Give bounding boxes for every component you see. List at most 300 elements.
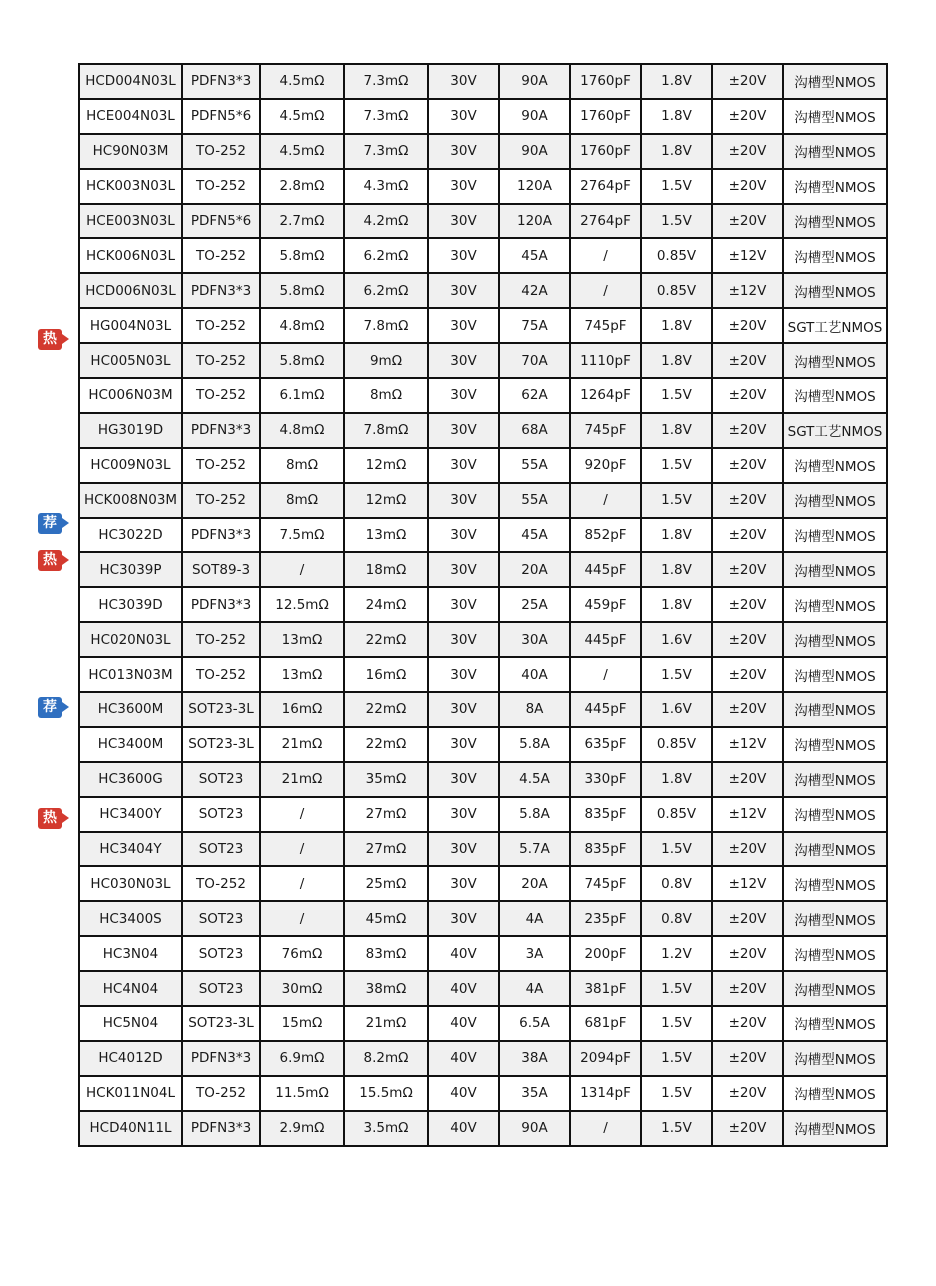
- cell-ciss: 1314pF: [570, 1076, 641, 1111]
- cell-vgs: ±20V: [712, 204, 783, 239]
- tag-slot: [36, 137, 72, 174]
- cell-vth: 1.6V: [641, 622, 712, 657]
- cell-rds-on-4v5: 7.8mΩ: [344, 308, 428, 343]
- cell-rds-on-10v: 2.9mΩ: [260, 1111, 344, 1146]
- cell-package: PDFN3*3: [182, 64, 260, 99]
- cell-type: 沟槽型NMOS: [783, 1006, 887, 1041]
- cell-rds-on-10v: 5.8mΩ: [260, 273, 344, 308]
- cell-ciss: 381pF: [570, 971, 641, 1006]
- cell-rds-on-4v5: 7.3mΩ: [344, 134, 428, 169]
- cell-vds: 30V: [428, 448, 499, 483]
- cell-vth: 1.5V: [641, 971, 712, 1006]
- table-row: [79, 901, 887, 936]
- cell-package: PDFN3*3: [182, 413, 260, 448]
- cell-package: SOT23: [182, 936, 260, 971]
- cell-vth: 1.5V: [641, 1076, 712, 1111]
- cell-vgs: ±20V: [712, 518, 783, 553]
- cell-rds-on-10v: 21mΩ: [260, 762, 344, 797]
- cell-rds-on-10v: 8mΩ: [260, 483, 344, 518]
- cell-vds: 30V: [428, 273, 499, 308]
- cell-vth: 0.8V: [641, 866, 712, 901]
- cell-vgs: ±20V: [712, 622, 783, 657]
- cell-rds-on-4v5: 27mΩ: [344, 797, 428, 832]
- table-row: [79, 413, 887, 448]
- cell-package: PDFN3*3: [182, 273, 260, 308]
- cell-vth: 1.5V: [641, 204, 712, 239]
- cell-vgs: ±20V: [712, 936, 783, 971]
- cell-vth: 1.5V: [641, 657, 712, 692]
- cell-type: 沟槽型NMOS: [783, 238, 887, 273]
- cell-rds-on-10v: 11.5mΩ: [260, 1076, 344, 1111]
- cell-rds-on-10v: 2.8mΩ: [260, 169, 344, 204]
- cell-ciss: 635pF: [570, 727, 641, 762]
- tag-slot: [36, 321, 72, 358]
- cell-vgs: ±20V: [712, 343, 783, 378]
- cell-id: 90A: [499, 134, 570, 169]
- table-row: [79, 273, 887, 308]
- cell-vth: 1.8V: [641, 134, 712, 169]
- tag-slot: [36, 63, 72, 100]
- cell-vds: 30V: [428, 587, 499, 622]
- cell-type: 沟槽型NMOS: [783, 448, 887, 483]
- cell-rds-on-4v5: 16mΩ: [344, 657, 428, 692]
- table-row: [79, 64, 887, 99]
- cell-part-number: HG004N03L: [79, 308, 182, 343]
- cell-package: TO-252: [182, 343, 260, 378]
- cell-id: 62A: [499, 378, 570, 413]
- cell-package: SOT23: [182, 797, 260, 832]
- cell-part-number: HC3404Y: [79, 832, 182, 867]
- table-row: [79, 622, 887, 657]
- cell-id: 5.8A: [499, 797, 570, 832]
- tag-slot: [36, 616, 72, 653]
- cell-vds: 30V: [428, 692, 499, 727]
- cell-id: 90A: [499, 64, 570, 99]
- cell-ciss: /: [570, 483, 641, 518]
- cell-rds-on-4v5: 24mΩ: [344, 587, 428, 622]
- cell-package: TO-252: [182, 169, 260, 204]
- cell-part-number: HC020N03L: [79, 622, 182, 657]
- tag-slot: [36, 800, 72, 837]
- cell-package: SOT23: [182, 762, 260, 797]
- cell-part-number: HC3400Y: [79, 797, 182, 832]
- table-row: [79, 204, 887, 239]
- cell-vgs: ±20V: [712, 587, 783, 622]
- tag-slot: [36, 431, 72, 468]
- cell-vgs: ±20V: [712, 413, 783, 448]
- cell-vgs: ±20V: [712, 1041, 783, 1076]
- cell-vds: 30V: [428, 343, 499, 378]
- cell-part-number: HC005N03L: [79, 343, 182, 378]
- cell-vth: 1.8V: [641, 587, 712, 622]
- cell-ciss: 920pF: [570, 448, 641, 483]
- cell-vds: 30V: [428, 622, 499, 657]
- cell-vds: 30V: [428, 657, 499, 692]
- cell-ciss: /: [570, 657, 641, 692]
- cell-vds: 30V: [428, 762, 499, 797]
- cell-rds-on-4v5: 4.3mΩ: [344, 169, 428, 204]
- cell-id: 40A: [499, 657, 570, 692]
- cell-id: 20A: [499, 552, 570, 587]
- cell-vgs: ±20V: [712, 134, 783, 169]
- cell-rds-on-4v5: 21mΩ: [344, 1006, 428, 1041]
- table-row: [79, 587, 887, 622]
- cell-part-number: HCD40N11L: [79, 1111, 182, 1146]
- cell-vgs: ±20V: [712, 99, 783, 134]
- table-row: [79, 1111, 887, 1146]
- cell-rds-on-4v5: 35mΩ: [344, 762, 428, 797]
- cell-part-number: HC030N03L: [79, 866, 182, 901]
- table-row: [79, 99, 887, 134]
- cell-type: 沟槽型NMOS: [783, 971, 887, 1006]
- cell-package: TO-252: [182, 448, 260, 483]
- tag-slot: [36, 1021, 72, 1058]
- cell-vgs: ±12V: [712, 238, 783, 273]
- cell-part-number: HCE004N03L: [79, 99, 182, 134]
- cell-type: 沟槽型NMOS: [783, 518, 887, 553]
- cell-rds-on-10v: 13mΩ: [260, 622, 344, 657]
- cell-ciss: 852pF: [570, 518, 641, 553]
- cell-id: 45A: [499, 238, 570, 273]
- cell-vgs: ±20V: [712, 692, 783, 727]
- cell-part-number: HCK003N03L: [79, 169, 182, 204]
- cell-package: SOT23: [182, 901, 260, 936]
- cell-type: 沟槽型NMOS: [783, 797, 887, 832]
- cell-rds-on-10v: /: [260, 552, 344, 587]
- cell-id: 4.5A: [499, 762, 570, 797]
- cell-vth: 1.8V: [641, 518, 712, 553]
- cell-vgs: ±20V: [712, 169, 783, 204]
- table-row: [79, 866, 887, 901]
- cell-vds: 30V: [428, 99, 499, 134]
- tag-slot: [36, 210, 72, 247]
- cell-vgs: ±20V: [712, 64, 783, 99]
- cell-vgs: ±20V: [712, 448, 783, 483]
- hot-badge: 热: [38, 329, 62, 350]
- cell-vgs: ±12V: [712, 797, 783, 832]
- cell-vth: 1.5V: [641, 448, 712, 483]
- cell-id: 68A: [499, 413, 570, 448]
- tag-slot: [36, 984, 72, 1021]
- cell-rds-on-4v5: 8mΩ: [344, 378, 428, 413]
- cell-vds: 30V: [428, 483, 499, 518]
- cell-package: PDFN3*3: [182, 587, 260, 622]
- cell-ciss: 445pF: [570, 622, 641, 657]
- cell-package: PDFN3*3: [182, 1041, 260, 1076]
- table-row: [79, 762, 887, 797]
- cell-rds-on-4v5: 83mΩ: [344, 936, 428, 971]
- cell-vth: 0.85V: [641, 238, 712, 273]
- cell-type: 沟槽型NMOS: [783, 204, 887, 239]
- cell-vgs: ±20V: [712, 657, 783, 692]
- cell-part-number: HC3600G: [79, 762, 182, 797]
- cell-id: 55A: [499, 448, 570, 483]
- tag-slot: [36, 1131, 72, 1168]
- cell-type: 沟槽型NMOS: [783, 727, 887, 762]
- cell-rds-on-4v5: 6.2mΩ: [344, 273, 428, 308]
- cell-package: PDFN3*3: [182, 518, 260, 553]
- cell-part-number: HC3039P: [79, 552, 182, 587]
- cell-type: SGT工艺NMOS: [783, 413, 887, 448]
- cell-rds-on-4v5: 25mΩ: [344, 866, 428, 901]
- cell-part-number: HC3600M: [79, 692, 182, 727]
- tag-slot: [36, 910, 72, 947]
- cell-package: TO-252: [182, 134, 260, 169]
- cell-vds: 40V: [428, 1041, 499, 1076]
- cell-vds: 30V: [428, 727, 499, 762]
- cell-rds-on-4v5: 4.2mΩ: [344, 204, 428, 239]
- tag-slot: [36, 542, 72, 579]
- cell-part-number: HC3N04: [79, 936, 182, 971]
- tag-slot: [36, 174, 72, 211]
- cell-rds-on-10v: 5.8mΩ: [260, 238, 344, 273]
- cell-package: TO-252: [182, 866, 260, 901]
- cell-package: SOT23-3L: [182, 692, 260, 727]
- cell-vth: 1.5V: [641, 1111, 712, 1146]
- cell-id: 45A: [499, 518, 570, 553]
- recommend-badge: 荐: [38, 513, 62, 534]
- cell-vth: 1.6V: [641, 692, 712, 727]
- cell-vds: 30V: [428, 238, 499, 273]
- cell-rds-on-4v5: 45mΩ: [344, 901, 428, 936]
- cell-id: 25A: [499, 587, 570, 622]
- cell-vds: 40V: [428, 1006, 499, 1041]
- cell-rds-on-10v: 30mΩ: [260, 971, 344, 1006]
- cell-part-number: HCK011N04L: [79, 1076, 182, 1111]
- cell-ciss: 2764pF: [570, 169, 641, 204]
- table-row: [79, 552, 887, 587]
- cell-type: 沟槽型NMOS: [783, 1111, 887, 1146]
- cell-type: 沟槽型NMOS: [783, 64, 887, 99]
- cell-vgs: ±20V: [712, 1006, 783, 1041]
- cell-vgs: ±20V: [712, 552, 783, 587]
- cell-part-number: HC009N03L: [79, 448, 182, 483]
- cell-id: 30A: [499, 622, 570, 657]
- cell-package: PDFN5*6: [182, 99, 260, 134]
- cell-rds-on-10v: 6.1mΩ: [260, 378, 344, 413]
- table-row: [79, 692, 887, 727]
- cell-rds-on-4v5: 12mΩ: [344, 448, 428, 483]
- cell-vds: 30V: [428, 797, 499, 832]
- table-row: [79, 448, 887, 483]
- tag-slot: [36, 247, 72, 284]
- table-row: [79, 169, 887, 204]
- cell-ciss: 745pF: [570, 413, 641, 448]
- cell-vds: 40V: [428, 971, 499, 1006]
- cell-vgs: ±20V: [712, 378, 783, 413]
- cell-rds-on-4v5: 3.5mΩ: [344, 1111, 428, 1146]
- table-row: [79, 238, 887, 273]
- cell-rds-on-4v5: 38mΩ: [344, 971, 428, 1006]
- cell-rds-on-10v: 7.5mΩ: [260, 518, 344, 553]
- cell-type: 沟槽型NMOS: [783, 657, 887, 692]
- cell-type: 沟槽型NMOS: [783, 483, 887, 518]
- table-row: [79, 518, 887, 553]
- cell-vgs: ±12V: [712, 866, 783, 901]
- cell-part-number: HC013N03M: [79, 657, 182, 692]
- cell-rds-on-10v: 4.8mΩ: [260, 308, 344, 343]
- cell-vds: 30V: [428, 64, 499, 99]
- cell-part-number: HC006N03M: [79, 378, 182, 413]
- cell-id: 20A: [499, 866, 570, 901]
- cell-vth: 1.5V: [641, 169, 712, 204]
- table-row: [79, 971, 887, 1006]
- cell-ciss: 1760pF: [570, 99, 641, 134]
- cell-rds-on-4v5: 7.3mΩ: [344, 64, 428, 99]
- cell-rds-on-10v: 4.5mΩ: [260, 64, 344, 99]
- cell-ciss: 745pF: [570, 866, 641, 901]
- cell-rds-on-4v5: 15.5mΩ: [344, 1076, 428, 1111]
- cell-vth: 1.8V: [641, 343, 712, 378]
- cell-vth: 1.8V: [641, 762, 712, 797]
- cell-id: 38A: [499, 1041, 570, 1076]
- cell-vth: 1.8V: [641, 552, 712, 587]
- cell-ciss: 200pF: [570, 936, 641, 971]
- cell-ciss: /: [570, 238, 641, 273]
- cell-vth: 1.2V: [641, 936, 712, 971]
- cell-part-number: HCK006N03L: [79, 238, 182, 273]
- cell-type: 沟槽型NMOS: [783, 692, 887, 727]
- tag-slot: [36, 395, 72, 432]
- cell-part-number: HC90N03M: [79, 134, 182, 169]
- cell-id: 120A: [499, 204, 570, 239]
- cell-part-number: HC3400S: [79, 901, 182, 936]
- cell-ciss: 2094pF: [570, 1041, 641, 1076]
- cell-part-number: HG3019D: [79, 413, 182, 448]
- cell-id: 70A: [499, 343, 570, 378]
- cell-rds-on-10v: 2.7mΩ: [260, 204, 344, 239]
- cell-vth: 1.5V: [641, 378, 712, 413]
- cell-vgs: ±12V: [712, 273, 783, 308]
- cell-rds-on-10v: 76mΩ: [260, 936, 344, 971]
- hot-badge: 热: [38, 808, 62, 829]
- cell-id: 6.5A: [499, 1006, 570, 1041]
- recommend-badge: 荐: [38, 697, 62, 718]
- cell-type: 沟槽型NMOS: [783, 622, 887, 657]
- tag-slot: [36, 1058, 72, 1095]
- cell-ciss: 445pF: [570, 692, 641, 727]
- cell-part-number: HCD006N03L: [79, 273, 182, 308]
- cell-type: 沟槽型NMOS: [783, 1076, 887, 1111]
- cell-vgs: ±12V: [712, 727, 783, 762]
- cell-rds-on-4v5: 13mΩ: [344, 518, 428, 553]
- cell-vth: 1.8V: [641, 413, 712, 448]
- cell-rds-on-10v: 8mΩ: [260, 448, 344, 483]
- cell-id: 4A: [499, 901, 570, 936]
- cell-vds: 30V: [428, 518, 499, 553]
- tag-slot: [36, 505, 72, 542]
- cell-vgs: ±20V: [712, 901, 783, 936]
- cell-type: 沟槽型NMOS: [783, 762, 887, 797]
- cell-type: 沟槽型NMOS: [783, 587, 887, 622]
- cell-part-number: HC4N04: [79, 971, 182, 1006]
- cell-vds: 30V: [428, 378, 499, 413]
- cell-ciss: /: [570, 1111, 641, 1146]
- cell-rds-on-10v: /: [260, 832, 344, 867]
- cell-ciss: 1760pF: [570, 134, 641, 169]
- cell-ciss: 681pF: [570, 1006, 641, 1041]
- cell-vth: 1.8V: [641, 64, 712, 99]
- cell-type: 沟槽型NMOS: [783, 552, 887, 587]
- cell-package: SOT23: [182, 971, 260, 1006]
- tag-slot: [36, 874, 72, 911]
- cell-ciss: 745pF: [570, 308, 641, 343]
- cell-type: 沟槽型NMOS: [783, 134, 887, 169]
- cell-package: TO-252: [182, 657, 260, 692]
- cell-part-number: HC3022D: [79, 518, 182, 553]
- table-row: [79, 378, 887, 413]
- cell-vds: 30V: [428, 308, 499, 343]
- cell-ciss: 1264pF: [570, 378, 641, 413]
- mosfet-spec-table: [78, 63, 888, 1147]
- cell-vgs: ±20V: [712, 483, 783, 518]
- cell-rds-on-10v: 4.5mΩ: [260, 134, 344, 169]
- cell-rds-on-4v5: 18mΩ: [344, 552, 428, 587]
- cell-rds-on-10v: 16mΩ: [260, 692, 344, 727]
- cell-vth: 0.85V: [641, 273, 712, 308]
- cell-part-number: HC5N04: [79, 1006, 182, 1041]
- cell-type: 沟槽型NMOS: [783, 832, 887, 867]
- cell-package: SOT23-3L: [182, 727, 260, 762]
- cell-type: 沟槽型NMOS: [783, 378, 887, 413]
- cell-part-number: HC4012D: [79, 1041, 182, 1076]
- cell-type: 沟槽型NMOS: [783, 936, 887, 971]
- cell-package: TO-252: [182, 483, 260, 518]
- table-row: [79, 936, 887, 971]
- tag-slot: [36, 1095, 72, 1132]
- cell-rds-on-4v5: 22mΩ: [344, 622, 428, 657]
- cell-ciss: 1110pF: [570, 343, 641, 378]
- cell-rds-on-10v: 4.5mΩ: [260, 99, 344, 134]
- cell-rds-on-10v: /: [260, 901, 344, 936]
- cell-vds: 40V: [428, 936, 499, 971]
- cell-vgs: ±20V: [712, 762, 783, 797]
- cell-vth: 1.8V: [641, 308, 712, 343]
- tag-slot: [36, 689, 72, 726]
- hot-badge: 热: [38, 550, 62, 571]
- cell-vth: 1.5V: [641, 832, 712, 867]
- cell-vds: 30V: [428, 552, 499, 587]
- cell-type: 沟槽型NMOS: [783, 343, 887, 378]
- cell-vth: 1.5V: [641, 483, 712, 518]
- cell-rds-on-4v5: 7.3mΩ: [344, 99, 428, 134]
- cell-ciss: 2764pF: [570, 204, 641, 239]
- cell-vds: 30V: [428, 169, 499, 204]
- table-row: [79, 308, 887, 343]
- table-row: [79, 483, 887, 518]
- cell-vds: 30V: [428, 413, 499, 448]
- cell-rds-on-10v: 21mΩ: [260, 727, 344, 762]
- tag-slot: [36, 579, 72, 616]
- cell-ciss: 445pF: [570, 552, 641, 587]
- cell-package: TO-252: [182, 1076, 260, 1111]
- cell-type: 沟槽型NMOS: [783, 866, 887, 901]
- cell-rds-on-4v5: 9mΩ: [344, 343, 428, 378]
- tag-slot: [36, 763, 72, 800]
- tag-slot: [36, 284, 72, 321]
- cell-rds-on-10v: 13mΩ: [260, 657, 344, 692]
- cell-type: SGT工艺NMOS: [783, 308, 887, 343]
- table-row: [79, 832, 887, 867]
- cell-vgs: ±20V: [712, 308, 783, 343]
- cell-vds: 40V: [428, 1076, 499, 1111]
- cell-rds-on-10v: 12.5mΩ: [260, 587, 344, 622]
- cell-vth: 0.85V: [641, 727, 712, 762]
- cell-ciss: 235pF: [570, 901, 641, 936]
- tag-slot: [36, 653, 72, 690]
- cell-id: 90A: [499, 1111, 570, 1146]
- tag-slot: [36, 1168, 72, 1205]
